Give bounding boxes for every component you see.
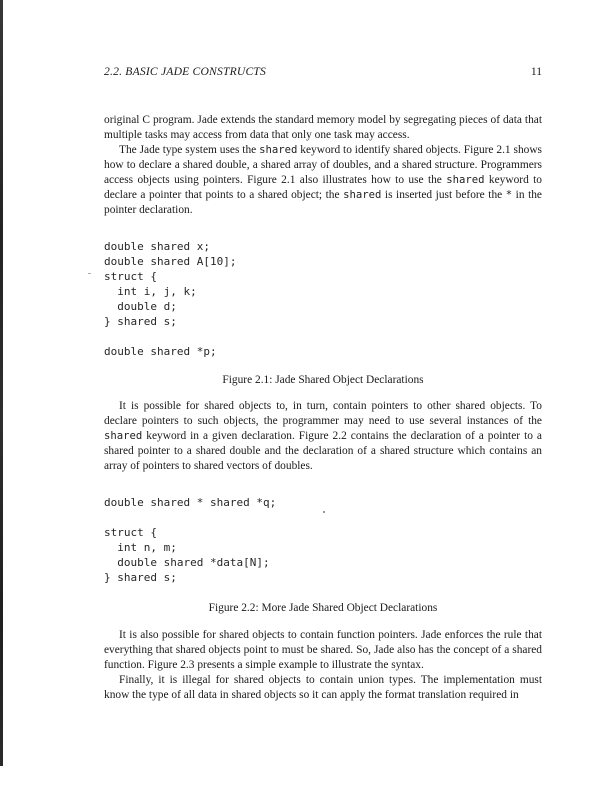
text-segment: Finally, it is illegal for shared objects to contain union types. The implementation must know the type of all data in shared objects so it can apply the format translation required in <box>104 674 542 701</box>
code-figure-2 <box>104 495 542 585</box>
paragraph-3 <box>104 399 542 474</box>
text-segment: original C program. Jade extends the standard memory model by segregating pieces of data that multiple tasks may access from data that only one task may access. <box>104 114 542 141</box>
code-figure-1 <box>104 239 542 359</box>
code-line: double shared x; <box>104 240 210 253</box>
text-segment: keyword in a given declaration. Figure 2.2 contains the declaration of a pointer to a shared pointer to a shared double and the declaration of a shared structure which contains an array of pointers to shared vectors of doubles. <box>104 430 542 472</box>
code-line: double shared A[10]; <box>104 255 237 268</box>
code-line: double d; <box>104 300 177 313</box>
paragraph-5 <box>104 673 542 703</box>
code-line: int n, m; <box>104 541 177 554</box>
scan-tick-artifact <box>88 273 91 274</box>
code-line: struct { <box>104 270 157 283</box>
paragraph-2 <box>104 143 542 218</box>
body-block-3 <box>104 628 542 703</box>
code-line: double shared * shared *q; <box>104 496 277 509</box>
body-block-1 <box>104 113 542 218</box>
figure-caption-1: Figure 2.1: Jade Shared Object Declarations <box>222 374 424 386</box>
scan-edge-artifact <box>0 0 3 766</box>
inline-code: shared <box>446 174 485 186</box>
text-segment: keyword to declare a pointer that points to a shared object; the <box>104 174 542 201</box>
page-number: 11 <box>530 65 542 78</box>
inline-code: shared <box>259 144 298 156</box>
inline-code: shared <box>343 189 382 201</box>
code-line: double shared *p; <box>104 345 217 358</box>
body-block-2 <box>104 399 542 474</box>
page-header <box>104 64 542 79</box>
scan-dot-artifact <box>323 511 325 513</box>
section-title: 2.2. BASIC JADE CONSTRUCTS <box>104 65 267 78</box>
code-line: } shared s; <box>104 571 177 584</box>
paragraph-4 <box>104 628 542 673</box>
figure-caption-2: Figure 2.2: More Jade Shared Object Declarations <box>208 602 438 614</box>
text-segment: The Jade type system uses the <box>119 144 260 156</box>
text-segment: It is also possible for shared objects to contain function pointers. Jade enforces the rule that everything that shared objects point to must be shared. So, Jade also has the concept of a shared function. Figure 2.3 presents a simple example to illustrate the syntax. <box>104 629 542 671</box>
code-line: struct { <box>104 526 157 539</box>
code-line <box>104 329 542 344</box>
code-line: int i, j, k; <box>104 285 197 298</box>
paragraph-1 <box>104 113 542 143</box>
code-line: } shared s; <box>104 315 177 328</box>
text-segment: keyword to identify shared objects. Figure 2.1 shows how to declare a shared double, a shared array of doubles, and a shared structure. Programmers access objects using pointers. Figure 2.1 also illustrates how to use the <box>104 144 542 186</box>
text-segment: It is possible for shared objects to, in turn, contain pointers to other shared objects. To declare pointers to such objects, the programmer may need to use several instances of the <box>104 400 542 427</box>
inline-code: * <box>505 189 513 201</box>
code-line: double shared *data[N]; <box>104 556 270 569</box>
inline-code: shared <box>104 430 143 442</box>
text-segment: in the pointer declaration. <box>104 189 542 216</box>
text-segment: is inserted just before the <box>381 189 506 201</box>
